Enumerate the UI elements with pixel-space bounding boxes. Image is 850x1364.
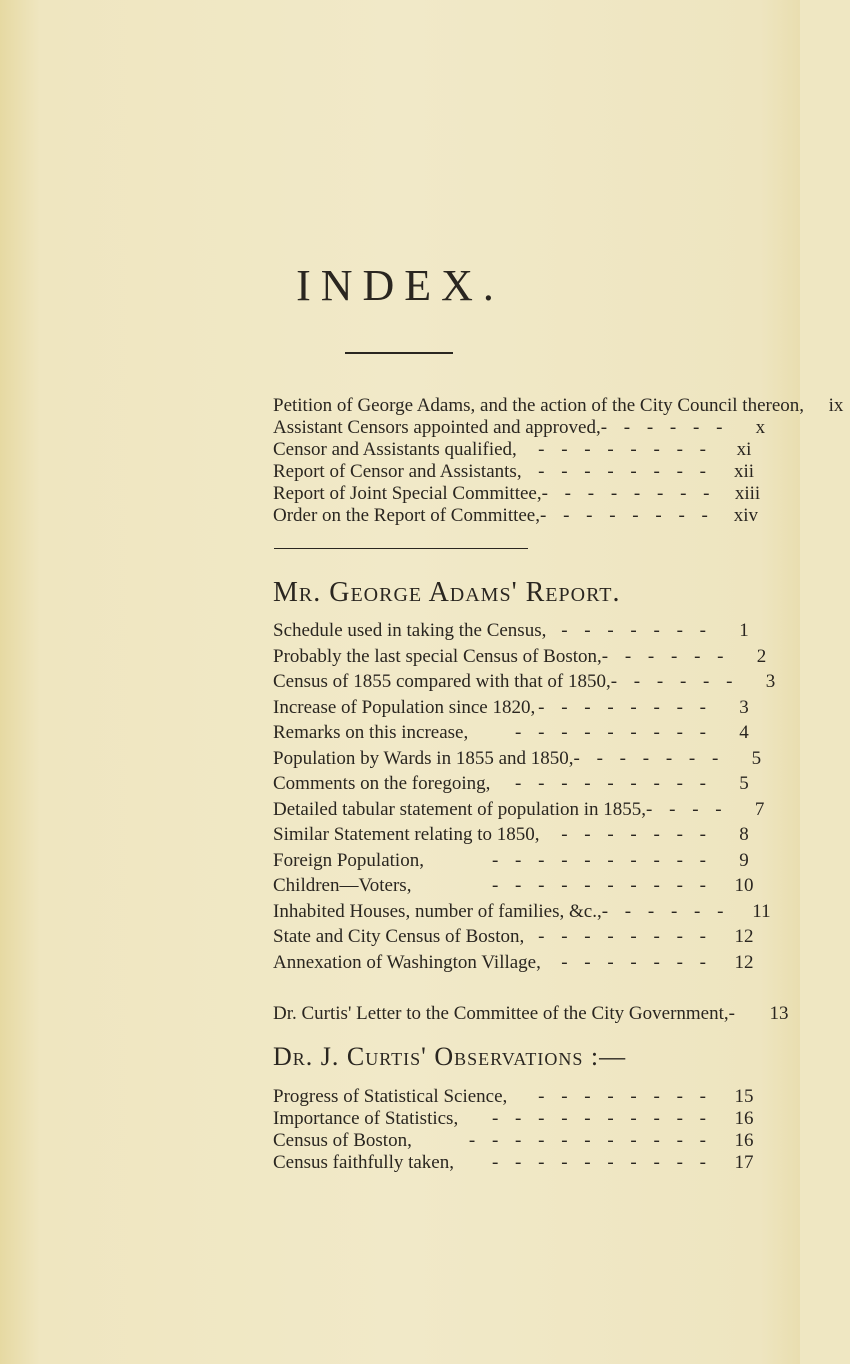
entry-page: 17: [734, 1152, 754, 1173]
index-entry: [273, 926, 758, 952]
entry-page: 1: [739, 620, 749, 641]
entry-dots: - - - - - - - -: [538, 1086, 712, 1107]
entry-text: Dr. Curtis' Letter to the Committee of the City Government,: [273, 1003, 729, 1024]
index-entry: [273, 505, 758, 531]
entry-dots: -: [728, 1003, 735, 1024]
entry-page: 4: [739, 722, 749, 743]
entry-dots: - - - - - - - - - -: [491, 875, 712, 896]
entry-dots: - - - - - -: [601, 645, 730, 667]
entry-text: Order on the Report of Committee,: [273, 505, 540, 526]
entry-page: 3: [765, 671, 776, 692]
entry-page: 12: [734, 951, 754, 973]
entry-dots: - - - - - - - -: [540, 505, 714, 526]
index-entry: [273, 671, 776, 697]
entry-text: Detailed tabular statement of population in 1855,: [273, 798, 647, 820]
entry-dots: - - - - - - - - - -: [491, 849, 712, 871]
entry-text: Assistant Censors appointed and approved,: [273, 417, 601, 438]
entry-text: Probably the last special Census of Boston,: [273, 645, 602, 667]
entry-dots: - - - - - - - - - -: [491, 1152, 712, 1173]
entry-page: xii: [733, 461, 755, 482]
entry-page: 16: [734, 1108, 754, 1129]
entry-text: Inhabited Houses, number of families, &c.,: [273, 900, 602, 922]
entry-dots: - - - -: [646, 798, 728, 820]
entry-dots: - - - - - - - -: [538, 461, 712, 482]
entry-dots: - - - - - - - - - - -: [468, 1130, 712, 1151]
entry-text: Similar Statement relating to 1850,: [273, 824, 540, 845]
page-title: INDEX.: [296, 261, 504, 310]
index-entry: [273, 773, 758, 799]
entry-text: Importance of Statistics,: [273, 1108, 459, 1129]
title-rule: [345, 352, 453, 354]
entry-text: Increase of Population since 1820,: [273, 696, 536, 718]
index-entry: [273, 875, 758, 901]
entry-page: 13: [769, 1003, 789, 1024]
index-entry: [273, 900, 771, 927]
entry-page: xiii: [734, 483, 761, 504]
entry-page: 16: [734, 1130, 754, 1151]
adams-report-heading: Mr. George Adams' Report.: [273, 577, 621, 608]
entry-dots: - - - - - - - - - -: [491, 1108, 712, 1129]
index-entry: [273, 620, 758, 646]
index-entry: [273, 1152, 758, 1178]
entry-page: 12: [734, 926, 754, 947]
entry-text: Census faithfully taken,: [273, 1152, 454, 1173]
entry-dots: - - - - - -: [600, 417, 729, 438]
entry-dots: - - - - - - - -: [538, 439, 712, 460]
entry-dots: - - - - - - - -: [541, 483, 716, 504]
entry-dots: - - - - - - -: [561, 824, 712, 845]
entry-dots: - - - - - - -: [561, 951, 712, 973]
index-entry: [273, 722, 758, 748]
entry-text: Comments on the foregoing,: [273, 773, 491, 794]
entry-text: Children—Voters,: [273, 875, 412, 896]
entry-dots: - - - - - - -: [573, 747, 725, 769]
curtis-letter-row: [273, 1003, 789, 1025]
entry-page: xi: [736, 439, 752, 460]
entry-dots: - - - - - - - - -: [515, 722, 712, 743]
entry-text: Remarks on this increase,: [273, 722, 469, 743]
entry-dots: - - - - - -: [610, 671, 739, 692]
section-rule: [274, 548, 528, 549]
entry-text: Censor and Assistants qualified,: [273, 439, 517, 460]
entry-text: Annexation of Washington Village,: [273, 951, 541, 973]
curtis-observations-heading: Dr. J. Curtis' Observations :—: [273, 1042, 627, 1071]
entry-page: 9: [739, 849, 749, 871]
entry-dots: - - - - - - -: [561, 620, 712, 641]
entry-page: x: [755, 417, 766, 438]
index-entry: [273, 824, 758, 850]
entry-page: 5: [751, 747, 762, 769]
entry-text: Petition of George Adams, and the action of the City Council thereon,: [273, 395, 805, 416]
index-entry: [273, 952, 758, 978]
entry-page: 7: [754, 798, 765, 820]
entry-page: 15: [734, 1086, 754, 1107]
entry-text: Report of Joint Special Committee,: [273, 483, 542, 504]
entry-text: Population by Wards in 1855 and 1850,: [273, 747, 574, 769]
entry-dots: - - - - - - - -: [538, 926, 712, 947]
entry-page: 11: [752, 900, 771, 922]
entry-text: State and City Census of Boston,: [273, 926, 525, 947]
entry-page: 5: [739, 773, 749, 794]
index-entry: [273, 798, 765, 825]
entry-page: 10: [734, 875, 754, 896]
entry-dots: - - - - - - - -: [538, 696, 712, 718]
entry-page: 8: [739, 824, 749, 845]
entry-text: Census of 1855 compared with that of 1850,: [273, 671, 611, 692]
entry-text: Foreign Population,: [273, 849, 424, 871]
index-entry: [273, 645, 767, 672]
index-entry: [273, 747, 762, 774]
entry-page: 3: [739, 696, 749, 718]
entry-page: ix: [828, 395, 844, 416]
index-entry: [273, 697, 758, 723]
index-entry: [273, 850, 758, 876]
entry-text: Schedule used in taking the Census,: [273, 620, 547, 641]
entry-page: 2: [756, 645, 767, 667]
entry-text: Report of Censor and Assistants,: [273, 461, 522, 482]
entry-dots: - - - - - - - - -: [515, 773, 712, 794]
entry-dots: - - - - - -: [601, 900, 730, 922]
entry-text: Progress of Statistical Science,: [273, 1086, 508, 1107]
entry-text: Census of Boston,: [273, 1130, 412, 1151]
entry-page: xiv: [733, 505, 759, 526]
